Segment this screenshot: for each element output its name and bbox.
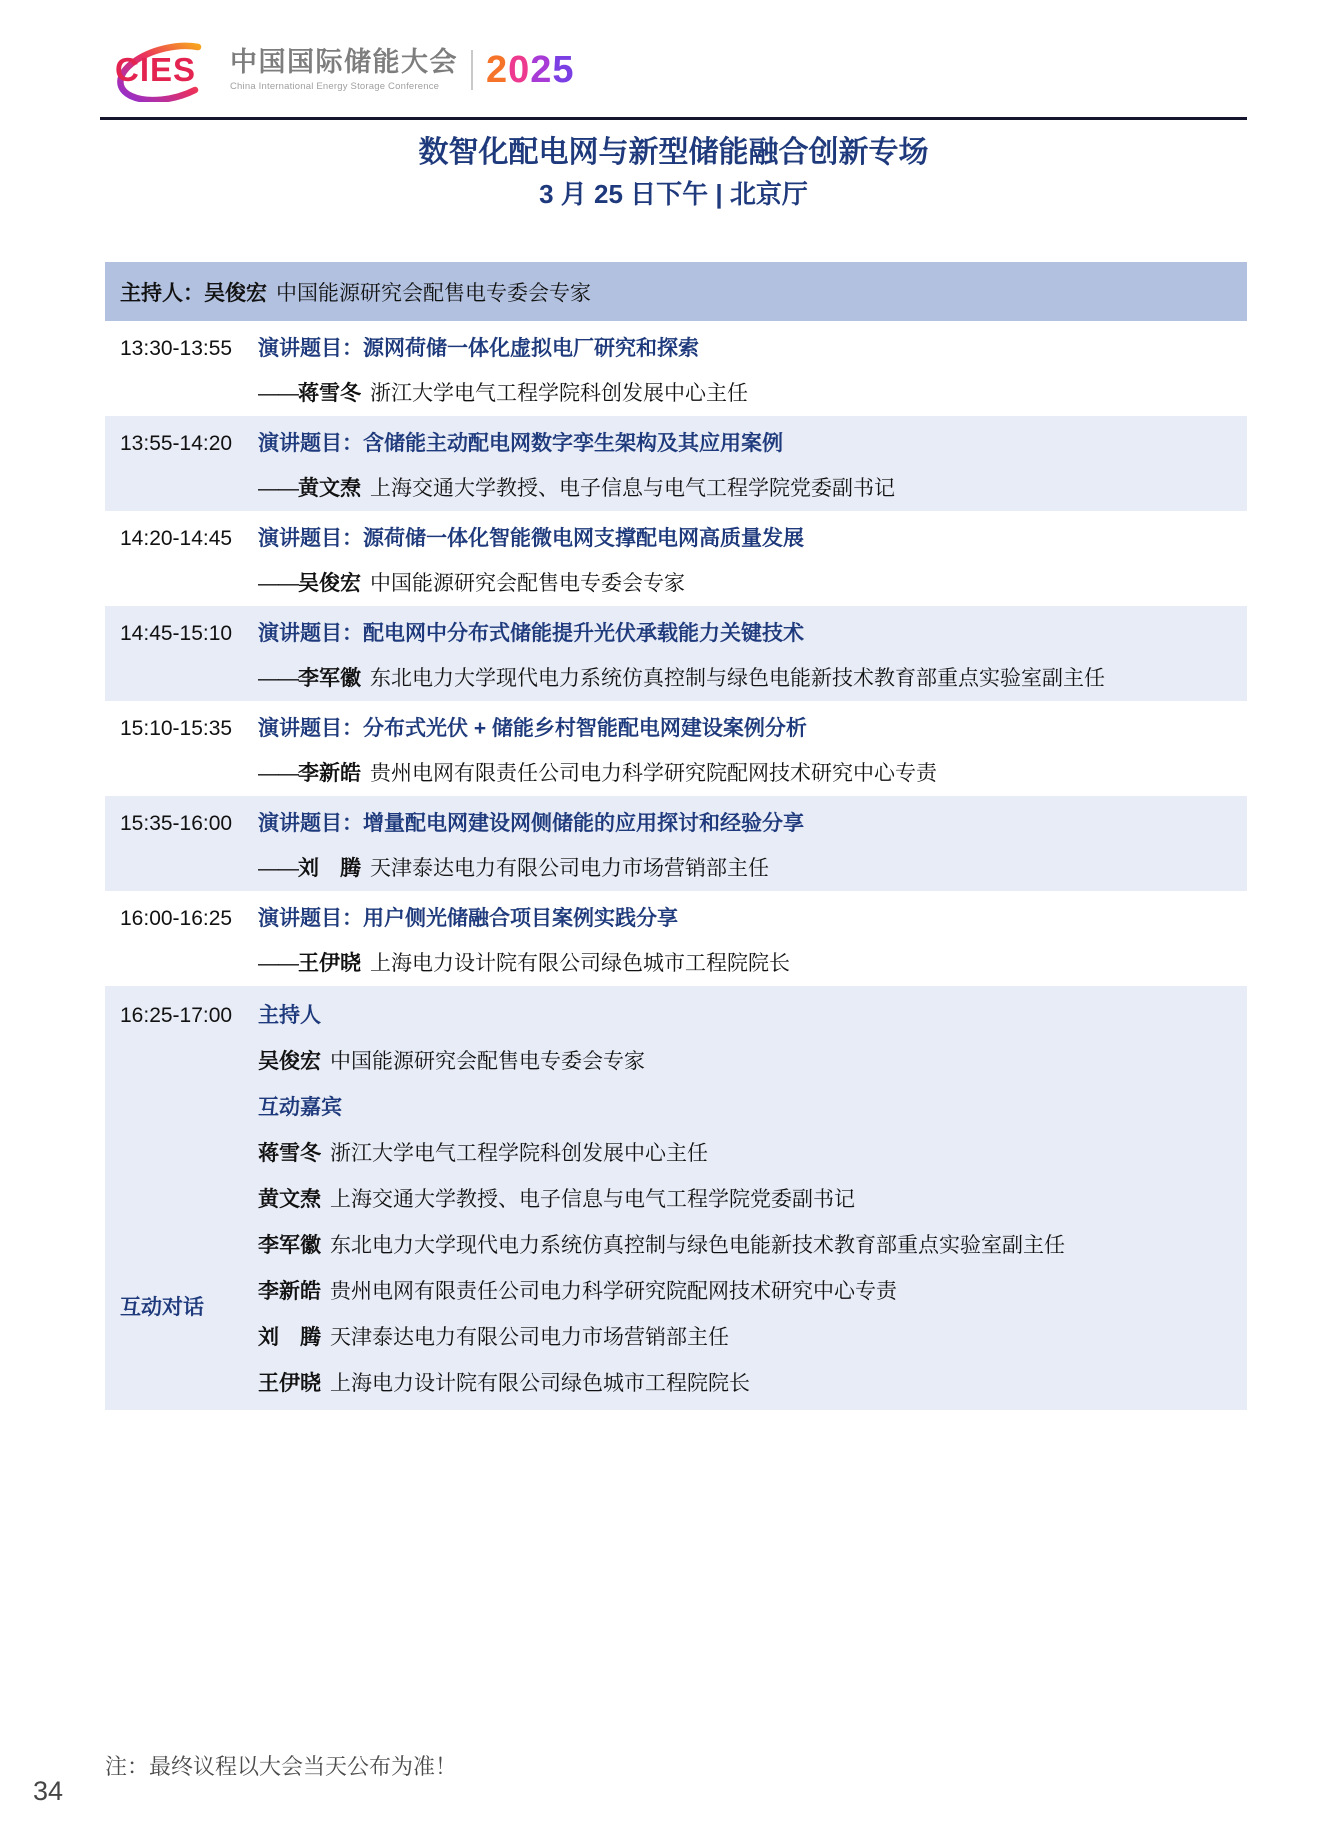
- speaker-dash: ——: [258, 857, 298, 880]
- speaker-affiliation: 上海电力设计院有限公司绿色城市工程院院长: [370, 952, 790, 975]
- panel-row: [105, 986, 1247, 1410]
- logo-year-digit: 2: [486, 49, 509, 91]
- logo-year-digit: 5: [552, 49, 575, 91]
- panel-moderator-heading: 主持人: [258, 1004, 321, 1027]
- logo-subtitle-en: China International Energy Storage Conference: [230, 80, 440, 92]
- page-title: 数智化配电网与新型储能融合创新专场: [418, 136, 929, 169]
- session-topic-line: [258, 335, 1247, 363]
- session-row: [105, 416, 1247, 511]
- speaker-name: 刘 腾: [298, 857, 361, 880]
- guest-line: [258, 1278, 1247, 1306]
- session-row: [105, 891, 1247, 986]
- speaker-dash: ——: [258, 382, 298, 405]
- logo-divider: [471, 50, 473, 90]
- logo-year-digit: 2: [530, 49, 553, 91]
- conference-logo: [100, 38, 575, 102]
- guest-line: [258, 1186, 1247, 1214]
- session-time: 16:00-16:25: [120, 907, 233, 930]
- agenda-table: [105, 262, 1247, 1410]
- guest-affiliation: 东北电力大学现代电力系统仿真控制与绿色电能新技术教育部重点实验室副主任: [330, 1234, 1065, 1257]
- session-main: [258, 810, 1247, 883]
- session-speaker-line: [258, 855, 1247, 883]
- moderator-bar: [105, 262, 1247, 321]
- session-topic-line: [258, 715, 1247, 743]
- guest-affiliation: 上海交通大学教授、电子信息与电气工程学院党委副书记: [330, 1188, 855, 1211]
- session-time: 14:20-14:45: [120, 527, 233, 550]
- speaker-name: 李军徽: [298, 667, 361, 690]
- guest-line: [258, 1140, 1247, 1168]
- speaker-affiliation: 浙江大学电气工程学院科创发展中心主任: [370, 382, 748, 405]
- session-time: 13:30-13:55: [120, 337, 233, 360]
- session-topic-prefix: 演讲题目：: [258, 717, 363, 740]
- speaker-affiliation: 天津泰达电力有限公司电力市场营销部主任: [370, 857, 769, 880]
- guest-affiliation: 浙江大学电气工程学院科创发展中心主任: [330, 1142, 708, 1165]
- session-speaker-line: [258, 665, 1247, 693]
- session-row: [105, 701, 1247, 796]
- session-topic: 源网荷储一体化虚拟电厂研究和探索: [363, 337, 699, 360]
- session-speaker-line: [258, 380, 1247, 408]
- guest-line: [258, 1232, 1247, 1260]
- speaker-affiliation: 中国能源研究会配售电专委会专家: [370, 572, 685, 595]
- session-topic-prefix: 演讲题目：: [258, 337, 363, 360]
- session-main: [258, 620, 1247, 693]
- session-speaker-line: [258, 950, 1247, 978]
- speaker-dash: ——: [258, 762, 298, 785]
- guest-affiliation: 上海电力设计院有限公司绿色城市工程院院长: [330, 1372, 750, 1395]
- session-topic-line: [258, 430, 1247, 458]
- logo-year-digit: 0: [508, 49, 531, 91]
- panel-moderator-affiliation: 中国能源研究会配售电专委会专家: [330, 1050, 645, 1073]
- panel-moderator-name: 吴俊宏: [258, 1050, 321, 1073]
- session-topic: 分布式光伏 + 储能乡村智能配电网建设案例分析: [363, 717, 807, 740]
- moderator-affiliation: 中国能源研究会配售电专委会专家: [276, 281, 591, 305]
- guest-name: 李军徽: [258, 1234, 321, 1257]
- speaker-affiliation: 贵州电网有限责任公司电力科学研究院配网技术研究中心专责: [370, 762, 937, 785]
- sessions-list: [105, 321, 1247, 986]
- guest-name: 李新皓: [258, 1280, 321, 1303]
- logo-title-cn: 中国国际储能大会: [230, 47, 458, 78]
- session-main: [258, 715, 1247, 788]
- page-number: 34: [33, 1776, 64, 1806]
- session-topic-line: [258, 620, 1247, 648]
- session-topic-prefix: 演讲题目：: [258, 432, 363, 455]
- session-main: [258, 430, 1247, 503]
- session-speaker-line: [258, 570, 1247, 598]
- speaker-dash: ——: [258, 952, 298, 975]
- page-subtitle: 3 月 25 日下午 | 北京厅: [539, 179, 808, 209]
- session-main: [258, 905, 1247, 978]
- panel-side-label: 互动对话: [120, 1296, 204, 1319]
- session-topic-prefix: 演讲题目：: [258, 907, 363, 930]
- panel-left-column: [105, 1002, 258, 1398]
- session-topic: 源荷储一体化智能微电网支撑配电网高质量发展: [363, 527, 804, 550]
- panel-time: 16:25-17:00: [120, 1004, 233, 1027]
- guest-affiliation: 贵州电网有限责任公司电力科学研究院配网技术研究中心专责: [330, 1280, 897, 1303]
- session-speaker-line: [258, 475, 1247, 503]
- speaker-affiliation: 东北电力大学现代电力系统仿真控制与绿色电能新技术教育部重点实验室副主任: [370, 667, 1105, 690]
- session-speaker-line: [258, 760, 1247, 788]
- panel-guests-heading: 互动嘉宾: [258, 1096, 342, 1119]
- guest-name: 王伊晓: [258, 1372, 321, 1395]
- session-topic-prefix: 演讲题目：: [258, 527, 363, 550]
- session-row: [105, 796, 1247, 891]
- session-topic: 配电网中分布式储能提升光伏承载能力关键技术: [363, 622, 804, 645]
- guest-name: 刘 腾: [258, 1326, 321, 1349]
- footer-note: 注：最终议程以大会当天公布为准！: [105, 1754, 458, 1779]
- session-topic: 增量配电网建设网侧储能的应用探讨和经验分享: [363, 812, 804, 835]
- guest-line: [258, 1324, 1247, 1352]
- logo-year: [486, 51, 575, 89]
- guest-name: 蒋雪冬: [258, 1142, 321, 1165]
- logo-acronym: CIES: [115, 51, 197, 88]
- speaker-name: 吴俊宏: [298, 572, 361, 595]
- speaker-name: 李新皓: [298, 762, 361, 785]
- session-topic: 含储能主动配电网数字孪生架构及其应用案例: [363, 432, 783, 455]
- speaker-name: 王伊晓: [298, 952, 361, 975]
- session-topic-line: [258, 905, 1247, 933]
- panel-guests-list: [258, 1140, 1247, 1398]
- guest-name: 黄文焘: [258, 1188, 321, 1211]
- session-row: [105, 606, 1247, 701]
- session-time: 15:10-15:35: [120, 717, 233, 740]
- session-time: 14:45-15:10: [120, 622, 233, 645]
- session-main: [258, 335, 1247, 408]
- session-row: [105, 321, 1247, 416]
- speaker-dash: ——: [258, 477, 298, 500]
- speaker-name: 蒋雪冬: [298, 382, 361, 405]
- panel-right-column: [258, 1002, 1247, 1398]
- speaker-dash: ——: [258, 667, 298, 690]
- header-rule: [100, 117, 1247, 120]
- session-topic-line: [258, 525, 1247, 553]
- speaker-name: 黄文焘: [298, 477, 361, 500]
- moderator-label: 主持人：吴俊宏: [120, 281, 267, 305]
- speaker-dash: ——: [258, 572, 298, 595]
- session-main: [258, 525, 1247, 598]
- session-topic: 用户侧光储融合项目案例实践分享: [363, 907, 678, 930]
- session-row: [105, 511, 1247, 606]
- cies-logo-mark: [100, 38, 222, 102]
- session-time: 15:35-16:00: [120, 812, 233, 835]
- session-time: 13:55-14:20: [120, 432, 233, 455]
- panel-moderator-line: [258, 1048, 1247, 1076]
- logo-text-block: [230, 48, 458, 92]
- speaker-affiliation: 上海交通大学教授、电子信息与电气工程学院党委副书记: [370, 477, 895, 500]
- session-topic-prefix: 演讲题目：: [258, 812, 363, 835]
- session-topic-line: [258, 810, 1247, 838]
- session-topic-prefix: 演讲题目：: [258, 622, 363, 645]
- guest-line: [258, 1370, 1247, 1398]
- guest-affiliation: 天津泰达电力有限公司电力市场营销部主任: [330, 1326, 729, 1349]
